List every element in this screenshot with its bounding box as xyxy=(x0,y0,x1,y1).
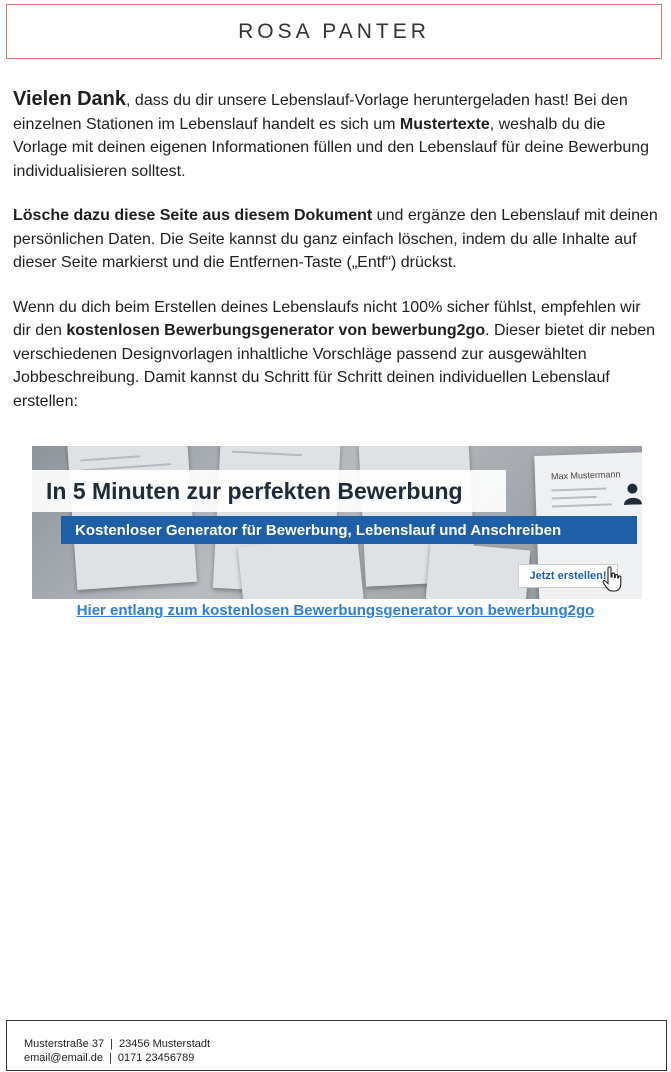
footer-city: 23456 Musterstadt xyxy=(118,1038,211,1050)
banner-headline: In 5 Minuten zur perfekten Bewerbung xyxy=(46,477,463,504)
avatar-icon xyxy=(623,482,642,505)
banner-doc-4 xyxy=(238,535,367,599)
page-title: ROSA PANTER xyxy=(238,19,430,43)
banner-headline-band xyxy=(32,470,506,512)
paragraph-thanks xyxy=(13,88,661,183)
thanks-lead: Vielen Dank xyxy=(13,88,127,110)
create-now-button[interactable]: Jetzt erstellen! xyxy=(518,564,618,588)
footer-email[interactable]: email@email.de xyxy=(24,1052,104,1064)
delete-text: und ergänze den Lebenslauf mit deinen persönlichen Daten. Die Seite kannst du ganz einfach löschen, indem du alle Inhalte auf dieser Seite markierst und die Entfernen-Taste („Entf“) drückst. xyxy=(13,207,658,271)
banner-subline: Kostenloser Generator für Bewerbung, Lebenslauf und Anschreiben xyxy=(75,521,562,539)
generator-bold: kostenlosen Bewerbungsgenerator von bewerbung2go xyxy=(66,322,486,339)
thanks-text-1: , dass du dir unsere Lebenslauf-Vorlage heruntergeladen hast! Bei den einzelnen Stationen im Lebenslauf handelt es sich um xyxy=(13,92,628,133)
generator-text-2: . Dieser bietet dir neben verschiedenen Designvorlagen inhaltliche Vorschläge passend zur ausgewählten Jobbeschreibung. Damit kannst du Schritt für Schritt deinen individuellen Lebenslauf erstellen: xyxy=(13,322,655,410)
footer-street: Musterstraße 37 xyxy=(24,1038,105,1050)
footer-separator: | xyxy=(109,1052,112,1064)
footer-contact xyxy=(6,1020,667,1071)
header-box xyxy=(6,4,662,59)
footer-address-line xyxy=(24,1037,666,1051)
generator-banner[interactable] xyxy=(32,446,642,599)
footer-contact-line xyxy=(24,1051,666,1065)
generator-text-1: Wenn du dich beim Erstellen deines Lebenslaufs nicht 100% sicher fühlst, empfehlen wir dir den xyxy=(13,298,641,339)
footer-separator: | xyxy=(110,1038,113,1050)
footer-phone: 0171 23456789 xyxy=(117,1052,195,1064)
thanks-text-2: , weshalb du die Vorlage mit deinen eigenen Informationen füllen und den Lebenslauf für deine Bewerbung individualisieren solltest. xyxy=(13,115,650,180)
banner-doc-5 xyxy=(424,542,531,599)
intro-content xyxy=(13,88,661,434)
banner-subline-band xyxy=(61,516,637,544)
pointer-hand-icon xyxy=(602,566,622,592)
paragraph-generator xyxy=(13,296,661,414)
generator-link[interactable]: Hier entlang zum kostenlosen Bewerbungsgenerator von bewerbung2go xyxy=(76,602,595,619)
cv-preview-name: Max Mustermann xyxy=(550,469,621,482)
paragraph-delete xyxy=(13,204,661,275)
thanks-bold: Mustertexte xyxy=(399,115,490,133)
delete-bold: Lösche dazu diese Seite aus diesem Dokument xyxy=(13,207,373,224)
